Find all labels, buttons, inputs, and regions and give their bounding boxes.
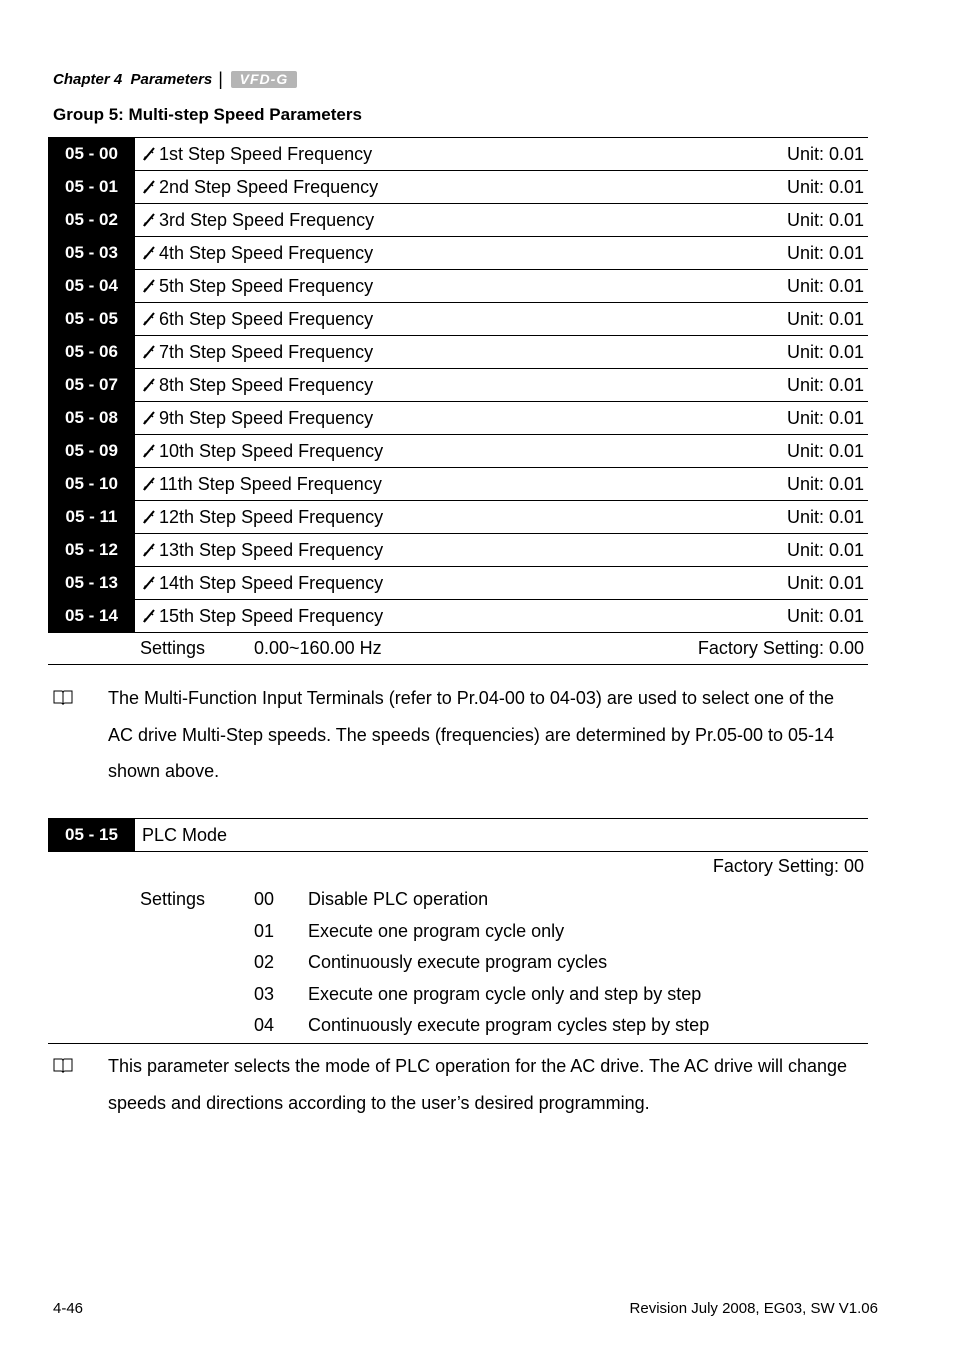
- param-name: 6th Step Speed Frequency: [159, 308, 374, 329]
- param-name: 10th Step Speed Frequency: [159, 440, 384, 461]
- param-code: 05 - 06: [48, 336, 135, 368]
- option-text: Disable PLC operation: [308, 889, 489, 910]
- pen-icon: [142, 180, 156, 194]
- pen-icon: [142, 576, 156, 590]
- pen-icon: [142, 477, 156, 491]
- pen-icon: [142, 147, 156, 161]
- param-name: 1st Step Speed Frequency: [159, 143, 373, 164]
- option-code: 04: [254, 1015, 275, 1036]
- speed-settings-row: [48, 632, 868, 665]
- factory-setting: Factory Setting: 0.00: [697, 638, 864, 658]
- param-code: 05 - 04: [48, 270, 135, 302]
- param-code: 05 - 01: [48, 171, 135, 203]
- group-title: Group 5: Multi-step Speed Parameters: [53, 105, 362, 124]
- param-row: [48, 533, 868, 566]
- param-unit: Unit: 0.01: [786, 242, 864, 263]
- param-code: 05 - 07: [48, 369, 135, 401]
- param-code: 05 - 05: [48, 303, 135, 335]
- param-name: 4th Step Speed Frequency: [159, 242, 374, 263]
- speed-parameter-table: [48, 137, 868, 665]
- pen-icon: [142, 411, 156, 425]
- plc-option: [140, 884, 709, 916]
- param-code: 05 - 09: [48, 435, 135, 467]
- param-unit: Unit: 0.01: [786, 209, 864, 230]
- option-text: Execute one program cycle only and step by step: [308, 983, 702, 1004]
- param-code: 05 - 00: [48, 138, 135, 170]
- option-code: 01: [254, 920, 275, 941]
- pen-icon: [142, 543, 156, 557]
- book-icon: [53, 1057, 73, 1073]
- param-name: PLC Mode: [142, 824, 228, 845]
- param-unit: Unit: 0.01: [786, 440, 864, 461]
- param-name: 2nd Step Speed Frequency: [159, 176, 379, 197]
- settings-range: 0.00~160.00 Hz: [254, 638, 382, 658]
- option-text: Continuously execute program cycles: [308, 952, 608, 973]
- param-code: 05 - 13: [48, 567, 135, 599]
- param-row: [48, 137, 868, 170]
- note-line: AC drive Multi-Step speeds. The speeds (frequencies) are determined by Pr.05-00 to 05-14: [108, 724, 835, 745]
- param-name: 5th Step Speed Frequency: [159, 275, 374, 296]
- param-code: 05 - 11: [48, 501, 135, 533]
- pen-icon: [142, 213, 156, 227]
- param-row: [48, 434, 868, 467]
- param-code: 05 - 10: [48, 468, 135, 500]
- param-name: 9th Step Speed Frequency: [159, 407, 374, 428]
- param-unit: Unit: 0.01: [786, 506, 864, 527]
- param-code: 05 - 14: [48, 600, 135, 632]
- param-row: [48, 335, 868, 368]
- pen-icon: [142, 378, 156, 392]
- plc-mode-row: [48, 818, 868, 852]
- note-multi-step: [53, 680, 873, 790]
- param-code: 05 - 12: [48, 534, 135, 566]
- param-row: [48, 500, 868, 533]
- param-row: [48, 236, 868, 269]
- param-unit: Unit: 0.01: [786, 473, 864, 494]
- param-name: 11th Step Speed Frequency: [159, 473, 382, 494]
- pen-icon: [142, 444, 156, 458]
- param-code: 05 - 03: [48, 237, 135, 269]
- plc-factory-setting: Factory Setting: 00: [712, 856, 864, 876]
- param-name: 7th Step Speed Frequency: [159, 341, 374, 362]
- plc-option: [140, 1010, 709, 1042]
- param-unit: Unit: 0.01: [786, 341, 864, 362]
- revision-info: Revision July 2008, EG03, SW V1.06: [629, 1300, 878, 1317]
- param-row: [48, 599, 868, 632]
- note-line: This parameter selects the mode of PLC operation for the AC drive. The AC drive will change: [108, 1056, 848, 1076]
- param-row: [48, 401, 868, 434]
- page-header: [53, 68, 297, 90]
- settings-label: Settings: [140, 638, 206, 658]
- param-unit: Unit: 0.01: [786, 275, 864, 296]
- param-row: [48, 368, 868, 401]
- param-unit: Unit: 0.01: [786, 539, 864, 560]
- pen-icon: [142, 279, 156, 293]
- param-unit: Unit: 0.01: [786, 407, 864, 428]
- param-name: 13th Step Speed Frequency: [159, 539, 384, 560]
- option-code: 00: [254, 889, 275, 910]
- page-number: 4-46: [53, 1300, 84, 1317]
- option-text: Continuously execute program cycles step by step: [308, 1015, 710, 1036]
- param-row: [48, 269, 868, 302]
- settings-label: Settings: [140, 889, 206, 910]
- note-line: shown above.: [108, 761, 220, 781]
- plc-option: [140, 916, 709, 948]
- option-code: 03: [254, 983, 275, 1004]
- param-row: [48, 203, 868, 236]
- pen-icon: [142, 312, 156, 326]
- param-code: 05 - 02: [48, 204, 135, 236]
- param-unit: Unit: 0.01: [786, 605, 864, 626]
- param-unit: Unit: 0.01: [786, 308, 864, 329]
- option-code: 02: [254, 952, 275, 973]
- param-name: 3rd Step Speed Frequency: [159, 209, 375, 230]
- section-label: Parameters: [130, 70, 213, 88]
- pen-icon: [142, 510, 156, 524]
- param-code: 05 - 08: [48, 402, 135, 434]
- note-line: The Multi-Function Input Terminals (refer to Pr.04-00 to 04-03) are used to select one of the: [108, 688, 835, 708]
- plc-settings-list: [140, 884, 709, 1042]
- param-row: [48, 566, 868, 599]
- note-line: speeds and directions according to the user’s desired programming.: [108, 1092, 650, 1113]
- note-plc-mode: [53, 1048, 873, 1121]
- param-unit: Unit: 0.01: [786, 374, 864, 395]
- param-name: 12th Step Speed Frequency: [159, 506, 384, 527]
- pen-icon: [142, 609, 156, 623]
- param-unit: Unit: 0.01: [786, 572, 864, 593]
- plc-option: [140, 979, 709, 1011]
- param-row: [48, 302, 868, 335]
- pen-icon: [142, 345, 156, 359]
- param-name: 14th Step Speed Frequency: [159, 572, 384, 593]
- plc-option: [140, 947, 709, 979]
- param-row: [48, 467, 868, 500]
- divider: [48, 1043, 868, 1044]
- param-name: 15th Step Speed Frequency: [159, 605, 384, 626]
- chapter-label: Chapter 4: [53, 70, 123, 88]
- param-row: [48, 170, 868, 203]
- header-separator: |: [218, 68, 223, 89]
- param-unit: Unit: 0.01: [786, 143, 864, 164]
- param-unit: Unit: 0.01: [786, 176, 864, 197]
- param-name: 8th Step Speed Frequency: [159, 374, 374, 395]
- vfd-g-logo: VFD-G: [231, 71, 297, 88]
- option-text: Execute one program cycle only: [308, 920, 565, 941]
- pen-icon: [142, 246, 156, 260]
- book-icon: [53, 689, 73, 705]
- param-code: 05 - 15: [48, 819, 135, 851]
